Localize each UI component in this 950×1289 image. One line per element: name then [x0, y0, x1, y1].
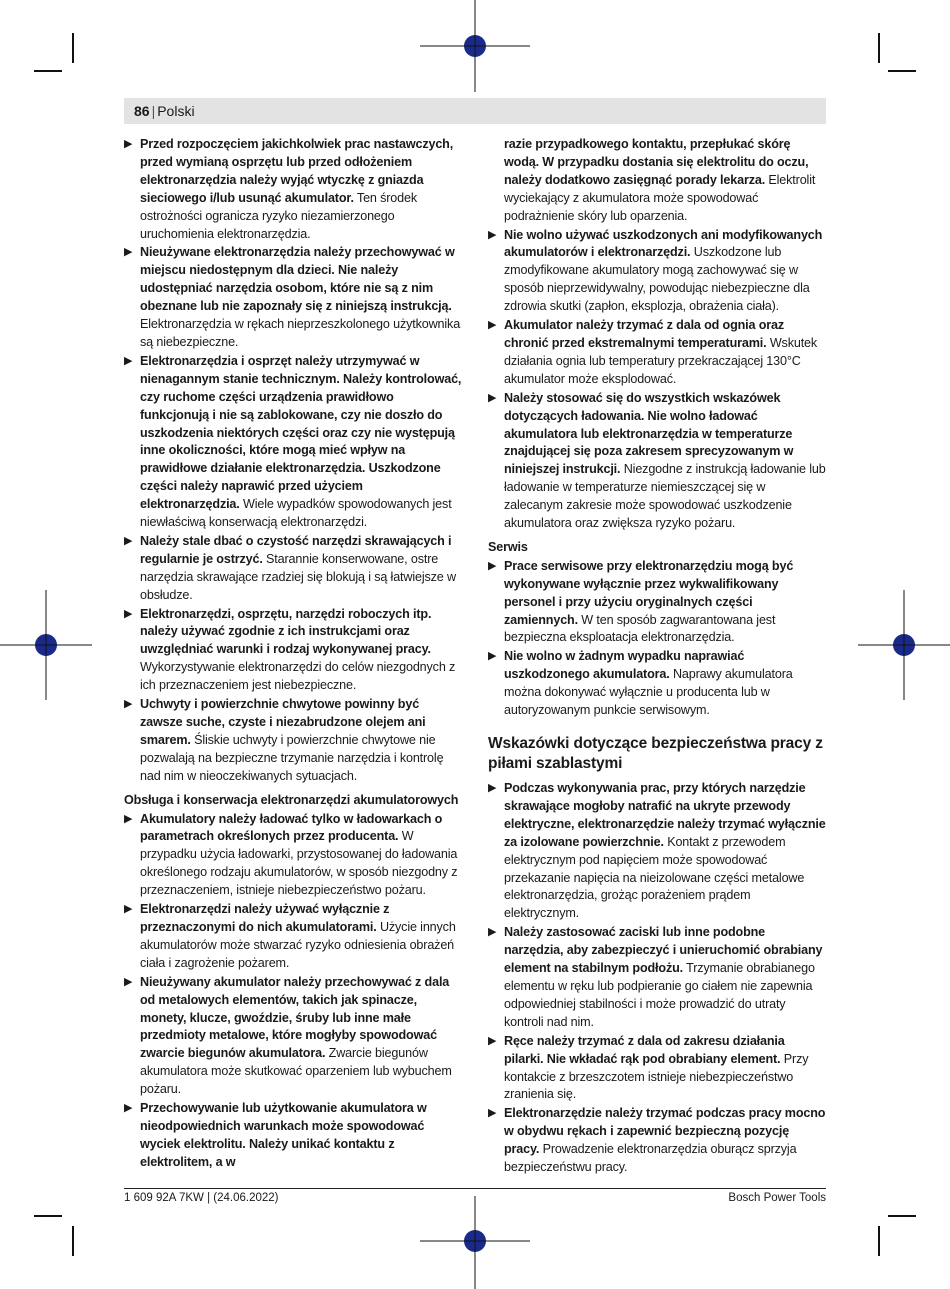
item-bold-text: Elektronarzędzi, osprzętu, narzędzi roboczych itp. należy używać zgodnie z ich instrukcjami oraz uwzględniać warunki i rodzaj wykonywanej pracy. — [140, 606, 432, 657]
page-header-bar — [124, 98, 826, 124]
bullet-arrow-icon: ▶ — [488, 228, 497, 241]
item-text: Starannie konserwowane, ostre narzędzia skrawające rzadziej się blokują i są łatwiejsze w obsłudze. — [140, 551, 456, 602]
crop-mark — [888, 1215, 916, 1217]
item-text: Wykorzystywanie elektronarzędzi do celów niezgodnych z ich przeznaczeniem jest niebezpieczne. — [140, 660, 456, 693]
list-item — [488, 1105, 826, 1177]
bullet-arrow-icon: ▶ — [124, 534, 133, 547]
header-language: Polski — [157, 103, 195, 119]
item-text: Elektronarzędzia w rękach nieprzeszkolonego użytkownika są niebezpieczne. — [140, 317, 461, 349]
item-bold-text: Akumulatory należy ładować tylko w ładowarkach o parametrach określonych przez producenta. — [140, 811, 443, 844]
item-bold-text: Przechowywanie lub użytkowanie akumulatora w nieodpowiednich warunkach może spowodować wyciek elektrolitu. Należy unikać kontaktu z elektrolitem, a w — [140, 1101, 427, 1169]
page-header — [134, 102, 195, 120]
crop-mark — [878, 1226, 880, 1256]
list-item — [124, 974, 462, 1099]
list-item-continued — [488, 136, 826, 226]
item-bold-text: razie przypadkowego kontaktu, przepłukać skórę wodą. W przypadku dostania się elektrolitu do oczu, należy dodatkowo zasięgnąć porady lekarza. — [504, 137, 809, 187]
item-bold-text: Nieużywane elektronarzędzia należy przechowywać w miejscu niedostępnym dla dzieci. Nie należy udostępniać narzędzia osobom, które nie są z nim obeznane lub nie zapoznały się z niniejszą instrukcją. — [140, 245, 455, 314]
item-text: Prowadzenie elektronarzędzia oburącz sprzyja bezpieczeństwu pracy. — [504, 1142, 797, 1175]
bullet-arrow-icon: ▶ — [124, 812, 133, 825]
item-text: Niezgodne z instrukcją ładowanie lub ładowanie w temperaturze niemieszczącej się w zalecanym zakresie może spowodować uszkodzenie akumulatora oraz zwiększa ryzyko pożaru. — [504, 462, 826, 531]
bullet-arrow-icon: ▶ — [488, 559, 497, 572]
crop-mark — [72, 33, 74, 63]
list-item — [124, 811, 462, 901]
item-bold-text: Akumulator należy trzymać z dala od ognia oraz chronić przed ekstremalnymi temperaturami. — [504, 318, 785, 350]
left-column — [124, 136, 462, 1173]
list-item — [488, 227, 826, 317]
section-subheading: Serwis — [488, 539, 528, 554]
list-item — [124, 606, 462, 696]
bullet-arrow-icon: ▶ — [488, 782, 497, 794]
bullet-arrow-icon: ▶ — [488, 650, 497, 663]
section-subheading: Obsługa i konserwacja elektronarzędzi akumulatorowych — [124, 792, 459, 807]
bullet-arrow-icon: ▶ — [488, 391, 497, 404]
list-item — [124, 696, 462, 786]
item-bold-text: Prace serwisowe przy elektronarzędziu mogą być wykonywane wyłącznie przez wykwalifikowany personel i przy użyciu oryginalnych części zamiennych. — [504, 558, 794, 627]
item-text: Trzymanie obrabianego elementu w ręku lub podpieranie go ciałem nie zapewnia odpowiedniej stabilności i może prowadzić do utraty kontroli nad nim. — [504, 961, 815, 1029]
item-text: Kontakt z przewodem elektrycznym pod napięciem może spowodować przekazanie napięcia na nieizolowane części metalowe elektronarzędzia, grożąc porażeniem prądem elektrycznym. — [504, 834, 805, 921]
item-bold-text: Ręce należy trzymać z dala od zakresu działania pilarki. Nie wkładać rąk pod obrabiany element. — [504, 1033, 785, 1066]
footer-brand: Bosch Power Tools — [728, 1192, 826, 1204]
item-text: Uszkodzone lub zmodyfikowane akumulatory mogą zachowywać się w sposób nieprzewidywalny, powodując niebezpieczne dla zdrowia skutki (zapłon, eksplozja, obrażenia ciała). — [504, 245, 810, 314]
item-bold-text: Przed rozpoczęciem jakichkolwiek prac nastawczych, przed wymianą osprzętu lub przed odłożeniem elektronarzędzia należy wyjąć wtyczkę z gniazda sieciowego i/lub usunąć akumulator. — [140, 137, 454, 205]
registration-mark-top — [420, 0, 530, 92]
list-item — [488, 317, 826, 389]
bullet-arrow-icon: ▶ — [124, 607, 133, 620]
item-text: Śliskie uchwyty i powierzchnie chwytowe nie pozwalają na bezpieczne trzymanie narzędzia i kontrolę nad nim w nieoczekiwanych sytuacjach. — [140, 732, 444, 783]
header-separator: | — [151, 103, 156, 119]
item-bold-text: Podczas wykonywania prac, przy których narzędzie skrawające mogłoby natrafić na ukryte przewody elektryczne, elektronarzędzie należy trzymać wyłącznie za izolowane powierzchnie. — [504, 781, 826, 849]
crop-mark — [34, 1215, 62, 1217]
bullet-arrow-icon: ▶ — [488, 1034, 497, 1047]
list-item — [124, 901, 462, 973]
page-number: 86 — [134, 103, 150, 119]
list-item — [488, 924, 826, 1031]
item-text: Elektrolit wyciekający z akumulatora może spowodować podrażnienie skóry lub oparzenia. — [504, 172, 816, 223]
bullet-arrow-icon: ▶ — [488, 1107, 497, 1120]
bullet-arrow-icon: ▶ — [124, 1102, 133, 1115]
registration-mark-bottom — [420, 1196, 530, 1289]
list-item — [124, 136, 462, 243]
item-text: Zwarcie biegunów akumulatora może skutkować oparzeniem lub wybuchem pożaru. — [140, 1046, 452, 1097]
list-item — [488, 780, 826, 923]
item-text: W przypadku użycia ładowarki, przystosowanej do ładowania określonego rodzaju akumulatorów, w sposób niezgodny z przeznaczeniem, istnieje niebezpieczeństwo pożaru. — [140, 829, 458, 898]
crop-mark — [888, 70, 916, 72]
bullet-arrow-icon: ▶ — [124, 698, 133, 711]
item-text: Wskutek działania ognia lub temperatury przekraczającej 130°C akumulator może eksplodować. — [504, 335, 818, 386]
bullet-arrow-icon: ▶ — [488, 319, 497, 332]
footer-document-id: 1 609 92A 7KW | (24.06.2022) — [124, 1192, 279, 1204]
list-item — [488, 1033, 826, 1105]
item-bold-text: Elektronarzędzie należy trzymać podczas pracy mocno w obydwu rękach i zapewnić bezpieczną pozycję pracy. — [504, 1106, 826, 1157]
item-bold-text: Należy stale dbać o czystość narzędzi skrawających i regularnie je ostrzyć. — [140, 533, 452, 566]
list-item — [124, 244, 462, 351]
item-text: Ten środek ostrożności ogranicza ryzyko niezamierzonego uruchomienia elektronarzędzia. — [140, 190, 418, 241]
bullet-arrow-icon: ▶ — [124, 138, 133, 150]
item-text: Przy kontakcie z brzeszczotem istnieje niebezpieczeństwo zranienia się. — [504, 1051, 809, 1102]
item-text: Naprawy akumulatora można dokonywać wyłącznie u producenta lub w autoryzowanym punkcie serwisowym. — [504, 667, 793, 718]
item-bold-text: Należy stosować się do wszystkich wskazówek dotyczących ładowania. Nie wolno ładować akumulatora lub elektronarzędzia w temperaturze znajdującej się poza zakresem sprecyzowanym w niniejszej instrukcji. — [504, 390, 794, 477]
list-item — [488, 648, 826, 720]
item-text: Użycie innych akumulatorów może stwarzać ryzyko odniesienia obrażeń ciała i zagrożenie pożarem. — [140, 919, 456, 970]
crop-mark — [34, 70, 62, 72]
item-bold-text: Elektronarzędzia i osprzęt należy utrzymywać w nienagannym stanie technicznym. Należy kontrolować, czy ruchome części urządzenia prawidłowo funkcjonują i nie są zablokowane, czy nie doszło do uszkodzenia niektórych części oraz czy nie występują inne okoliczności, które mogą mieć wpływ na prawidłowe działanie elektronarzędzia. Uszkodzone części należy naprawić przed użyciem elektronarzędzia. — [140, 353, 462, 512]
bullet-arrow-icon: ▶ — [124, 354, 133, 367]
registration-mark-right — [858, 590, 950, 700]
item-bold-text: Nieużywany akumulator należy przechowywać z dala od metalowych elementów, takich jak spinacze, monety, klucze, gwoździe, śruby lub inne małe przedmioty metalowe, które mogłyby spowodować zwarcie biegunów akumulatora. — [140, 974, 450, 1061]
list-item — [124, 353, 462, 532]
item-text: W ten sposób zagwarantowana jest bezpieczna eksploatacja elektronarzędzia. — [504, 612, 776, 645]
item-bold-text: Uchwyty i powierzchnie chwytowe powinny być zawsze suche, czyste i niezabrudzone olejem ani smarem. — [140, 697, 426, 747]
item-bold-text: Nie wolno używać uszkodzonych ani modyfikowanych akumulatorów i elektronarzędzi. — [504, 227, 823, 260]
item-bold-text: Elektronarzędzi należy używać wyłącznie z przeznaczonymi do nich akumulatorami. — [140, 902, 390, 934]
item-text: Wiele wypadków spowodowanych jest niewłaściwą konserwacją elektronarzędzi. — [140, 497, 452, 530]
list-item — [124, 1100, 462, 1172]
item-bold-text: Należy zastosować zaciski lub inne podobne narzędzia, aby zabezpieczyć i unieruchomić obrabiany element na stabilnym podłożu. — [504, 925, 823, 976]
bullet-arrow-icon: ▶ — [488, 926, 497, 939]
list-item — [488, 558, 826, 648]
right-column — [488, 136, 826, 1178]
item-bold-text: Nie wolno w żadnym wypadku naprawiać uszkodzonego akumulatora. — [504, 649, 745, 682]
bullet-arrow-icon: ▶ — [124, 903, 133, 916]
crop-mark — [72, 1226, 74, 1256]
registration-mark-left — [0, 590, 92, 700]
bullet-arrow-icon: ▶ — [124, 975, 133, 988]
bullet-arrow-icon: ▶ — [124, 246, 133, 259]
list-item — [488, 390, 826, 533]
crop-mark — [878, 33, 880, 63]
footer-rule — [124, 1188, 826, 1189]
section-title: Wskazówki dotyczące bezpieczeństwa pracy z piłami szablastymi — [488, 735, 823, 772]
list-item — [124, 533, 462, 605]
